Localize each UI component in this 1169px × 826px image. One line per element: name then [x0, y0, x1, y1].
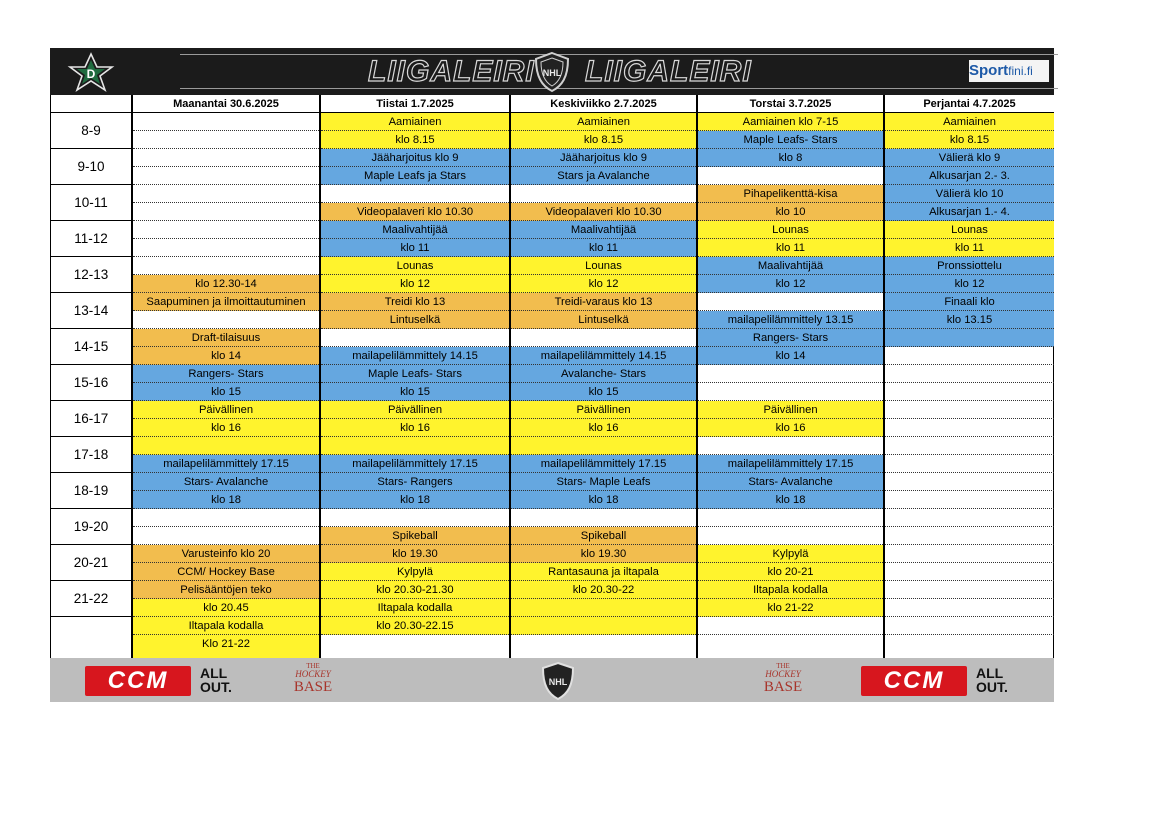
event-videopalaveri-klo-10-30: Videopalaveri klo 10.30 [321, 203, 509, 221]
event-mailapelila-mmittely-17-15: mailapelilämmittely 17.15 [511, 455, 696, 473]
day-column-monday [131, 95, 319, 658]
event-klo-14: klo 14 [698, 347, 883, 365]
day-column-thursday [696, 95, 883, 658]
event-stars-maple-leafs: Stars- Maple Leafs [511, 473, 696, 491]
empty-slot [885, 599, 1054, 617]
empty-slot [321, 329, 509, 347]
event-klo-15: klo 15 [511, 383, 696, 401]
hockey-base-logo-right: THE HOCKEY BASE [763, 662, 803, 695]
time-slot-10-11: 10-11 [51, 185, 131, 221]
empty-slot [885, 473, 1054, 491]
event-pronssiottelu: Pronssiottelu [885, 257, 1054, 275]
empty-slot [133, 311, 319, 329]
empty-slot [511, 617, 696, 635]
time-slot-18-19: 18-19 [51, 473, 131, 509]
empty-slot [321, 509, 509, 527]
event-mailapelila-mmittely-17-15: mailapelilämmittely 17.15 [698, 455, 883, 473]
time-slot-19-20: 19-20 [51, 509, 131, 545]
time-slot-9-10: 9-10 [51, 149, 131, 185]
event-klo-21-22: klo 21-22 [698, 599, 883, 617]
event-maple-leafs-stars: Maple Leafs- Stars [698, 131, 883, 149]
allout-text-right: ALL OUT. [976, 665, 1008, 695]
time-slot-20-21: 20-21 [51, 545, 131, 581]
event-saapuminen-ja-ilmoittautuminen: Saapuminen ja ilmoittautuminen [133, 293, 319, 311]
time-slot-14-15: 14-15 [51, 329, 131, 365]
event-treidi-klo-13: Treidi klo 13 [321, 293, 509, 311]
empty-slot [321, 635, 509, 658]
empty-slot [698, 383, 883, 401]
empty-slot [698, 509, 883, 527]
empty-slot [885, 617, 1054, 635]
event-pa-iva-llinen: Päivällinen [321, 401, 509, 419]
empty-slot [321, 185, 509, 203]
event-varusteinfo-klo-20: Varusteinfo klo 20 [133, 545, 319, 563]
event-pa-iva-llinen: Päivällinen [511, 401, 696, 419]
event-klo-16: klo 16 [321, 419, 509, 437]
event-mailapelila-mmittely-14-15: mailapelilämmittely 14.15 [321, 347, 509, 365]
event-stars-avalanche: Stars- Avalanche [698, 473, 883, 491]
event-va-liera-klo-9: Välierä klo 9 [885, 149, 1054, 167]
time-slot-13-14: 13-14 [51, 293, 131, 329]
ccm-logo-left: CCM [85, 666, 191, 696]
time-slot-17-18: 17-18 [51, 437, 131, 473]
event-aamiainen: Aamiainen [511, 113, 696, 131]
empty-slot [511, 185, 696, 203]
event-iltapala-kodalla: Iltapala kodalla [321, 599, 509, 617]
allout-text-left: ALL OUT. [200, 665, 232, 695]
empty-slot [133, 113, 319, 131]
event-mailapelila-mmittely-13-15: mailapelilämmittely 13.15 [698, 311, 883, 329]
event-klo-13-15: klo 13.15 [885, 311, 1054, 329]
event-klo-11: klo 11 [321, 239, 509, 257]
event-alkusarjan-1-4: Alkusarjan 1.- 4. [885, 203, 1054, 221]
empty-slot [698, 437, 883, 455]
event-klo-11: klo 11 [511, 239, 696, 257]
empty-slot [885, 491, 1054, 509]
day-column-friday [883, 95, 1054, 658]
event-klo-20-30-21-30: klo 20.30-21.30 [321, 581, 509, 599]
event-klo-14: klo 14 [133, 347, 319, 365]
event-finaali-klo: Finaali klo [885, 293, 1054, 311]
empty-slot [885, 635, 1054, 658]
day-header: Maanantai 30.6.2025 [133, 95, 319, 113]
empty-slot [885, 329, 1054, 347]
event-klo-20-45: klo 20.45 [133, 599, 319, 617]
event-klo-19-30: klo 19.30 [321, 545, 509, 563]
event-stars-ja-avalanche: Stars ja Avalanche [511, 167, 696, 185]
event-klo-12-30-14: klo 12.30-14 [133, 275, 319, 293]
event-kylpyla: Kylpylä [321, 563, 509, 581]
empty-slot [885, 527, 1054, 545]
event-treidi-varaus-klo-13: Treidi-varaus klo 13 [511, 293, 696, 311]
brand-light: fini.fi [1008, 64, 1033, 78]
empty-slot [885, 437, 1054, 455]
event-pa-iva-llinen: Päivällinen [698, 401, 883, 419]
time-slot-15-16: 15-16 [51, 365, 131, 401]
empty-slot [698, 365, 883, 383]
event-rantasauna-ja-iltapala: Rantasauna ja iltapala [511, 563, 696, 581]
svg-text:D: D [86, 67, 96, 81]
day-header: Torstai 3.7.2025 [698, 95, 883, 113]
event-maple-leafs-ja-stars: Maple Leafs ja Stars [321, 167, 509, 185]
event-klo-8-15: klo 8.15 [321, 131, 509, 149]
event-videopalaveri-klo-10-30: Videopalaveri klo 10.30 [511, 203, 696, 221]
event-maalivahtija-a: Maalivahtijää [321, 221, 509, 239]
time-slot-11-12: 11-12 [51, 221, 131, 257]
event-lounas: Lounas [698, 221, 883, 239]
event-maalivahtija-a: Maalivahtijää [511, 221, 696, 239]
event-kylpyla: Kylpylä [698, 545, 883, 563]
empty-slot [133, 149, 319, 167]
sponsor-footer [50, 658, 1054, 702]
event-aamiainen: Aamiainen [885, 113, 1054, 131]
event-pihapelikentta-kisa: Pihapelikenttä-kisa [698, 185, 883, 203]
event-klo-15: klo 15 [133, 383, 319, 401]
event-avalanche-stars: Avalanche- Stars [511, 365, 696, 383]
event-klo-16: klo 16 [133, 419, 319, 437]
empty-slot [321, 437, 509, 455]
empty-slot [133, 203, 319, 221]
event-klo-10: klo 10 [698, 203, 883, 221]
empty-slot [885, 347, 1054, 365]
schedule-grid [50, 95, 1054, 658]
event-pelisa-a-nto-jen-teko: Pelisääntöjen teko [133, 581, 319, 599]
event-klo-18: klo 18 [511, 491, 696, 509]
empty-slot [885, 509, 1054, 527]
event-maalivahtija-a: Maalivahtijää [698, 257, 883, 275]
svg-text:NHL: NHL [548, 677, 568, 687]
event-klo-16: klo 16 [698, 419, 883, 437]
event-klo-21-22: Klo 21-22 [133, 635, 319, 658]
event-klo-15: klo 15 [321, 383, 509, 401]
event-klo-18: klo 18 [698, 491, 883, 509]
empty-slot [885, 365, 1054, 383]
day-header: Keskiviikko 2.7.2025 [511, 95, 696, 113]
event-lounas: Lounas [321, 257, 509, 275]
day-header: Tiistai 1.7.2025 [321, 95, 509, 113]
empty-slot [698, 527, 883, 545]
empty-slot [885, 563, 1054, 581]
time-slot-21-22: 21-22 [51, 581, 131, 617]
time-header [51, 95, 131, 113]
empty-slot [133, 527, 319, 545]
time-slot-8-9: 8-9 [51, 113, 131, 149]
empty-slot [133, 167, 319, 185]
day-column-wednesday [509, 95, 696, 658]
empty-slot [885, 455, 1054, 473]
time-slot-12-13: 12-13 [51, 257, 131, 293]
event-pa-iva-llinen: Päivällinen [133, 401, 319, 419]
event-klo-8: klo 8 [698, 149, 883, 167]
event-stars-avalanche: Stars- Avalanche [133, 473, 319, 491]
brand-bold: Sport [969, 62, 1009, 79]
event-ja-a-harjoitus-klo-9: Jääharjoitus klo 9 [511, 149, 696, 167]
header-banner [50, 48, 1054, 95]
empty-slot [885, 545, 1054, 563]
event-lounas: Lounas [511, 257, 696, 275]
event-iltapala-kodalla: Iltapala kodalla [133, 617, 319, 635]
event-klo-20-30-22: klo 20.30-22 [511, 581, 696, 599]
day-header: Perjantai 4.7.2025 [885, 95, 1054, 113]
event-klo-19-30: klo 19.30 [511, 545, 696, 563]
event-ja-a-harjoitus-klo-9: Jääharjoitus klo 9 [321, 149, 509, 167]
empty-slot [511, 437, 696, 455]
empty-slot [133, 185, 319, 203]
nhl-logo [532, 51, 572, 93]
event-spikeball: Spikeball [511, 527, 696, 545]
event-klo-20-21: klo 20-21 [698, 563, 883, 581]
event-iltapala-kodalla: Iltapala kodalla [698, 581, 883, 599]
time-slot-extra [51, 617, 131, 658]
event-draft-tilaisuus: Draft-tilaisuus [133, 329, 319, 347]
event-stars-rangers: Stars- Rangers [321, 473, 509, 491]
schedule-sheet [50, 48, 1054, 702]
event-klo-8-15: klo 8.15 [511, 131, 696, 149]
empty-slot [133, 257, 319, 275]
event-mailapelila-mmittely-14-15: mailapelilämmittely 14.15 [511, 347, 696, 365]
empty-slot [885, 581, 1054, 599]
event-klo-16: klo 16 [511, 419, 696, 437]
event-ccm-hockey-base: CCM/ Hockey Base [133, 563, 319, 581]
event-klo-18: klo 18 [321, 491, 509, 509]
empty-slot [133, 437, 319, 455]
event-lintuselka: Lintuselkä [511, 311, 696, 329]
dallas-stars-logo [64, 52, 118, 92]
empty-slot [885, 419, 1054, 437]
hockey-base-logo-left: THE HOCKEY BASE [293, 662, 333, 695]
empty-slot [698, 635, 883, 658]
event-alkusarjan-2-3: Alkusarjan 2.- 3. [885, 167, 1054, 185]
empty-slot [511, 329, 696, 347]
empty-slot [885, 383, 1054, 401]
event-mailapelila-mmittely-17-15: mailapelilämmittely 17.15 [321, 455, 509, 473]
empty-slot [511, 635, 696, 658]
event-klo-12: klo 12 [511, 275, 696, 293]
event-rangers-stars: Rangers- Stars [133, 365, 319, 383]
svg-text:NHL: NHL [542, 68, 562, 78]
event-rangers-stars: Rangers- Stars [698, 329, 883, 347]
event-klo-12: klo 12 [698, 275, 883, 293]
event-klo-11: klo 11 [885, 239, 1054, 257]
time-slot-16-17: 16-17 [51, 401, 131, 437]
empty-slot [698, 167, 883, 185]
empty-slot [133, 509, 319, 527]
event-aamiainen: Aamiainen [321, 113, 509, 131]
event-klo-12: klo 12 [885, 275, 1054, 293]
event-maple-leafs-stars: Maple Leafs- Stars [321, 365, 509, 383]
empty-slot [133, 239, 319, 257]
event-klo-8-15: klo 8.15 [885, 131, 1054, 149]
event-klo-12: klo 12 [321, 275, 509, 293]
empty-slot [698, 617, 883, 635]
event-lounas: Lounas [885, 221, 1054, 239]
event-aamiainen-klo-7-15: Aamiainen klo 7-15 [698, 113, 883, 131]
event-klo-11: klo 11 [698, 239, 883, 257]
empty-slot [511, 599, 696, 617]
event-lintuselka: Lintuselkä [321, 311, 509, 329]
nhl-logo-footer [538, 661, 578, 701]
event-klo-20-30-22-15: klo 20.30-22.15 [321, 617, 509, 635]
sportfinn-logo [969, 60, 1049, 82]
empty-slot [133, 221, 319, 239]
header-title-right: LIIGALEIRI [585, 55, 752, 88]
empty-slot [698, 293, 883, 311]
event-va-liera-klo-10: Välierä klo 10 [885, 185, 1054, 203]
header-title-left: LIIGALEIRI [368, 55, 535, 88]
empty-slot [511, 509, 696, 527]
empty-slot [133, 131, 319, 149]
event-mailapelila-mmittely-17-15: mailapelilämmittely 17.15 [133, 455, 319, 473]
empty-slot [885, 401, 1054, 419]
event-spikeball: Spikeball [321, 527, 509, 545]
ccm-logo-right: CCM [861, 666, 967, 696]
time-column [51, 95, 131, 658]
event-klo-18: klo 18 [133, 491, 319, 509]
day-column-tuesday [319, 95, 509, 658]
